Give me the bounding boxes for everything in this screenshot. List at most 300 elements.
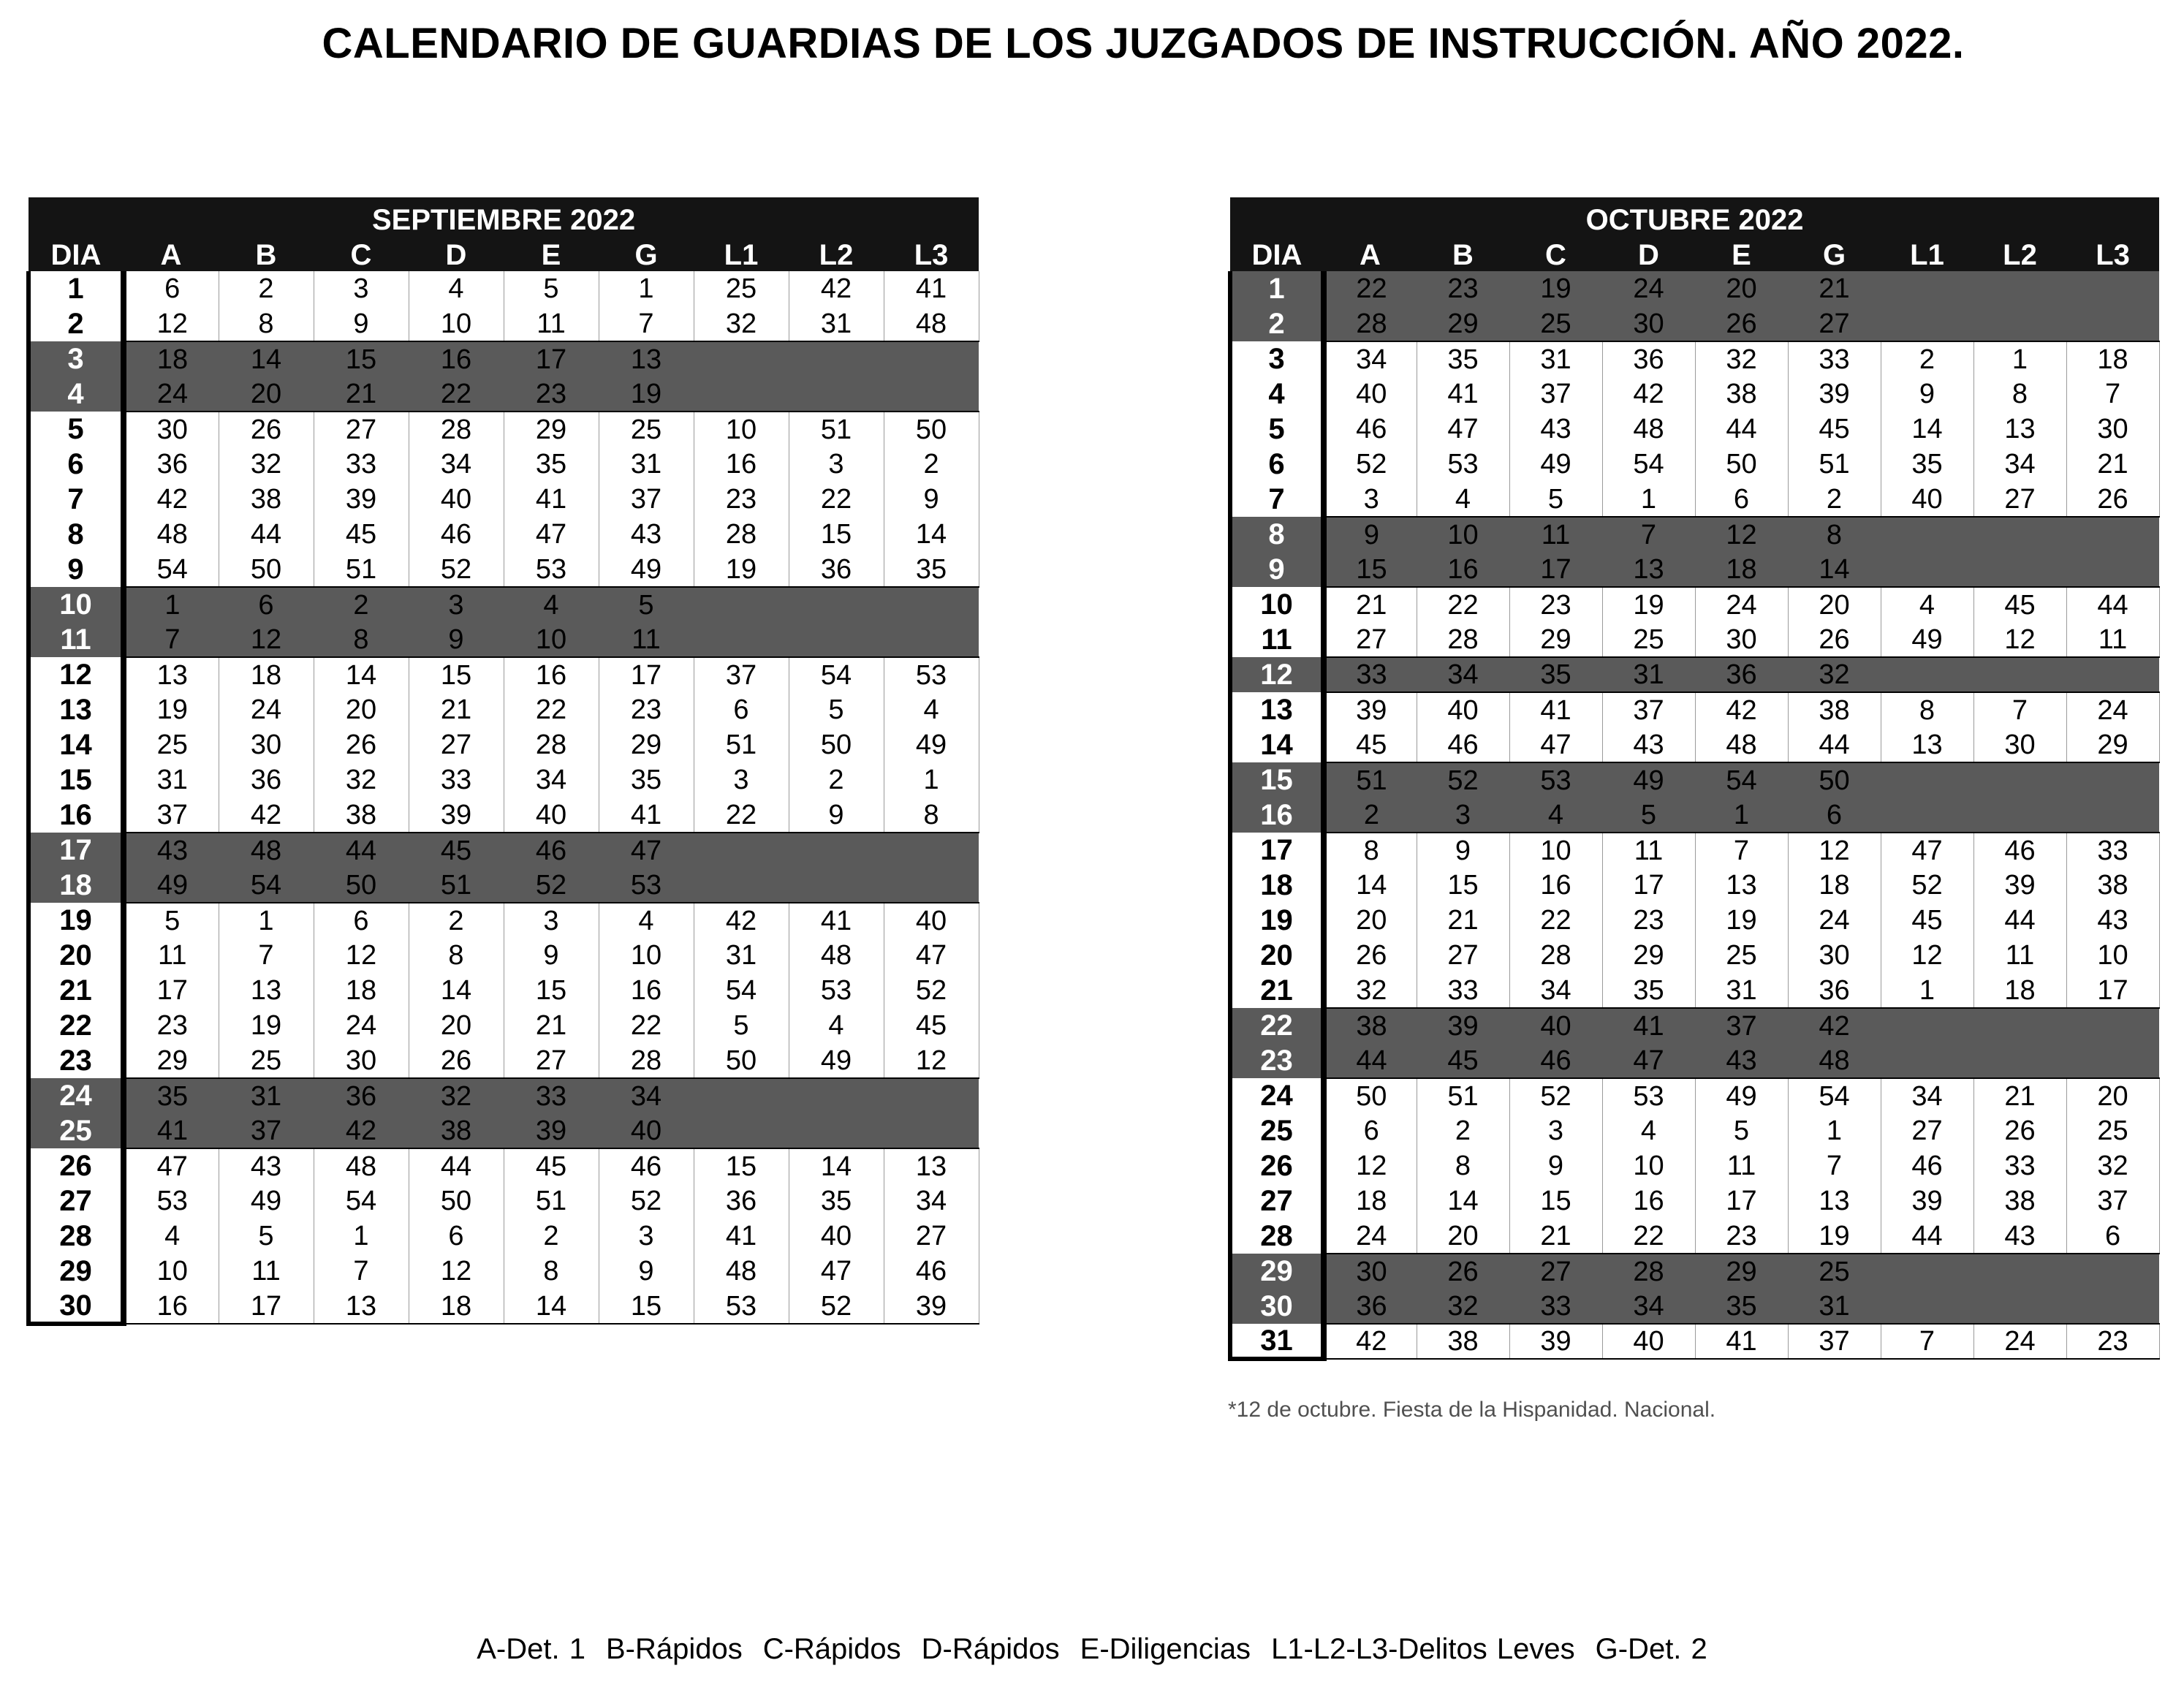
court-cell: 42 <box>694 903 789 938</box>
court-cell: 47 <box>1602 1043 1695 1078</box>
day-row <box>1230 1148 2159 1183</box>
court-cell <box>1881 552 1973 587</box>
court-cell: 43 <box>219 1148 314 1183</box>
court-cell: 13 <box>599 341 694 376</box>
day-number: 3 <box>1230 341 1324 376</box>
weekend-row <box>1230 1008 2159 1043</box>
court-cell: 1 <box>599 271 694 306</box>
court-cell: 15 <box>1324 552 1417 587</box>
court-cell <box>694 622 789 657</box>
court-cell: 46 <box>1509 1043 1602 1078</box>
court-cell <box>1881 1008 1973 1043</box>
court-cell <box>884 622 979 657</box>
court-cell: 16 <box>599 973 694 1008</box>
court-cell: 27 <box>884 1219 979 1254</box>
court-cell: 42 <box>314 1113 409 1148</box>
court-cell: 13 <box>1973 412 2066 447</box>
day-number: 22 <box>29 1008 124 1043</box>
court-cell: 21 <box>314 376 409 412</box>
court-cell: 33 <box>1788 341 1881 376</box>
court-cell: 47 <box>1881 833 1973 868</box>
day-row <box>1230 1324 2159 1359</box>
court-cell: 22 <box>599 1008 694 1043</box>
court-cell: 36 <box>1602 341 1695 376</box>
court-cell: 13 <box>314 1289 409 1324</box>
court-cell: 3 <box>599 1219 694 1254</box>
court-cell <box>884 587 979 622</box>
court-cell: 49 <box>1509 447 1602 482</box>
court-cell: 6 <box>694 692 789 727</box>
court-cell: 14 <box>1417 1183 1509 1219</box>
court-cell <box>1973 1254 2066 1289</box>
day-number: 28 <box>29 1219 124 1254</box>
court-cell: 44 <box>1973 903 2066 938</box>
court-cell: 28 <box>599 1043 694 1078</box>
weekend-row <box>1230 657 2159 692</box>
court-cell: 13 <box>884 1148 979 1183</box>
day-row <box>29 271 979 306</box>
court-cell: 28 <box>504 727 599 762</box>
day-row <box>29 1148 979 1183</box>
day-number: 9 <box>29 552 124 587</box>
court-cell: 54 <box>694 973 789 1008</box>
court-cell: 24 <box>1695 587 1788 622</box>
court-cell: 27 <box>1881 1113 1973 1148</box>
legend-item: E-Diligencias <box>1080 1633 1251 1665</box>
court-cell: 30 <box>124 412 219 447</box>
court-cell: 40 <box>1324 376 1417 412</box>
court-cell: 21 <box>2066 447 2159 482</box>
court-cell: 50 <box>1788 762 1881 797</box>
court-cell: 36 <box>219 762 314 797</box>
court-cell: 26 <box>2066 482 2159 517</box>
court-cell: 51 <box>694 727 789 762</box>
day-number: 16 <box>1230 797 1324 833</box>
court-cell: 52 <box>789 1289 884 1324</box>
court-cell: 7 <box>1695 833 1788 868</box>
day-row <box>29 482 979 517</box>
court-cell: 50 <box>219 552 314 587</box>
court-cell: 1 <box>884 762 979 797</box>
day-row <box>29 727 979 762</box>
court-cell: 52 <box>1417 762 1509 797</box>
court-cell: 1 <box>1973 341 2066 376</box>
court-cell: 35 <box>599 762 694 797</box>
day-row <box>29 517 979 552</box>
court-cell <box>694 868 789 903</box>
court-cell: 26 <box>219 412 314 447</box>
court-cell: 30 <box>1324 1254 1417 1289</box>
court-cell: 8 <box>1788 517 1881 552</box>
court-cell: 4 <box>1602 1113 1695 1148</box>
court-cell: 35 <box>1417 341 1509 376</box>
court-cell: 44 <box>409 1148 504 1183</box>
day-number: 15 <box>29 762 124 797</box>
day-number: 27 <box>1230 1183 1324 1219</box>
day-row <box>29 973 979 1008</box>
court-cell: 39 <box>1973 868 2066 903</box>
day-number: 23 <box>29 1043 124 1078</box>
court-cell: 30 <box>1695 622 1788 657</box>
court-cell: 53 <box>599 868 694 903</box>
court-cell: 42 <box>124 482 219 517</box>
court-cell: 37 <box>1509 376 1602 412</box>
court-cell: 43 <box>1973 1219 2066 1254</box>
court-cell: 8 <box>884 797 979 833</box>
weekend-row <box>29 376 979 412</box>
court-cell: 6 <box>2066 1219 2159 1254</box>
court-cell: 3 <box>1417 797 1509 833</box>
court-cell: 15 <box>504 973 599 1008</box>
court-cell: 25 <box>2066 1113 2159 1148</box>
court-cell: 30 <box>2066 412 2159 447</box>
column-header: A <box>1324 238 1417 271</box>
court-cell: 21 <box>1509 1219 1602 1254</box>
weekend-row <box>29 1113 979 1148</box>
court-cell: 18 <box>409 1289 504 1324</box>
court-cell: 48 <box>789 938 884 973</box>
court-cell: 10 <box>1509 833 1602 868</box>
court-cell: 22 <box>1602 1219 1695 1254</box>
court-cell: 13 <box>1602 552 1695 587</box>
court-cell: 48 <box>314 1148 409 1183</box>
court-cell: 7 <box>1788 1148 1881 1183</box>
column-header: B <box>219 238 314 271</box>
column-header: A <box>124 238 219 271</box>
weekend-row <box>1230 1289 2159 1324</box>
court-cell: 48 <box>1602 412 1695 447</box>
court-cell: 32 <box>1788 657 1881 692</box>
day-number: 7 <box>1230 482 1324 517</box>
court-cell: 43 <box>599 517 694 552</box>
court-cell: 33 <box>1973 1148 2066 1183</box>
weekend-row <box>29 833 979 868</box>
day-number: 30 <box>29 1289 124 1324</box>
court-cell: 20 <box>219 376 314 412</box>
court-cell: 13 <box>219 973 314 1008</box>
court-cell: 5 <box>1695 1113 1788 1148</box>
day-number: 13 <box>29 692 124 727</box>
court-cell: 21 <box>1324 587 1417 622</box>
court-cell: 18 <box>124 341 219 376</box>
court-cell: 35 <box>1602 973 1695 1008</box>
court-cell <box>694 341 789 376</box>
court-cell: 12 <box>1695 517 1788 552</box>
court-cell: 2 <box>1881 341 1973 376</box>
weekend-row <box>1230 271 2159 306</box>
court-cell: 3 <box>789 447 884 482</box>
court-cell: 18 <box>314 973 409 1008</box>
court-cell: 25 <box>1695 938 1788 973</box>
day-number: 1 <box>29 271 124 306</box>
court-cell: 42 <box>789 271 884 306</box>
month-title: OCTUBRE 2022 <box>1230 197 2159 238</box>
weekend-row <box>1230 552 2159 587</box>
court-cell: 34 <box>1417 657 1509 692</box>
court-cell: 26 <box>314 727 409 762</box>
day-row <box>1230 868 2159 903</box>
court-cell: 16 <box>124 1289 219 1324</box>
court-cell: 50 <box>789 727 884 762</box>
day-number: 18 <box>1230 868 1324 903</box>
court-cell: 54 <box>789 657 884 692</box>
court-cell: 45 <box>1973 587 2066 622</box>
court-cell: 9 <box>884 482 979 517</box>
court-cell: 17 <box>504 341 599 376</box>
court-cell: 46 <box>599 1148 694 1183</box>
court-cell <box>2066 1043 2159 1078</box>
court-cell: 43 <box>1695 1043 1788 1078</box>
court-cell: 47 <box>504 517 599 552</box>
weekend-row <box>29 1078 979 1113</box>
court-cell: 33 <box>409 762 504 797</box>
court-cell: 6 <box>1788 797 1881 833</box>
court-cell: 37 <box>694 657 789 692</box>
court-cell: 9 <box>1417 833 1509 868</box>
court-cell: 15 <box>314 341 409 376</box>
court-cell: 40 <box>1881 482 1973 517</box>
court-cell: 29 <box>1417 306 1509 341</box>
court-cell: 21 <box>409 692 504 727</box>
court-cell: 28 <box>694 517 789 552</box>
court-cell: 17 <box>124 973 219 1008</box>
court-cell: 7 <box>219 938 314 973</box>
court-cell: 15 <box>409 657 504 692</box>
court-cell: 3 <box>409 587 504 622</box>
court-cell: 39 <box>1788 376 1881 412</box>
court-cell: 42 <box>219 797 314 833</box>
court-cell <box>2066 762 2159 797</box>
court-cell <box>789 587 884 622</box>
court-cell: 27 <box>1788 306 1881 341</box>
court-cell: 30 <box>219 727 314 762</box>
court-cell: 51 <box>504 1183 599 1219</box>
court-cell <box>2066 517 2159 552</box>
court-cell <box>1973 306 2066 341</box>
court-cell: 31 <box>219 1078 314 1113</box>
column-header: D <box>409 238 504 271</box>
court-cell: 48 <box>124 517 219 552</box>
court-cell: 30 <box>1973 727 2066 762</box>
court-cell: 7 <box>1881 1324 1973 1359</box>
court-cell: 44 <box>1695 412 1788 447</box>
day-number: 17 <box>1230 833 1324 868</box>
court-cell: 51 <box>1324 762 1417 797</box>
court-cell: 53 <box>504 552 599 587</box>
court-cell: 3 <box>694 762 789 797</box>
court-cell: 17 <box>1695 1183 1788 1219</box>
court-cell <box>694 1113 789 1148</box>
court-cell: 21 <box>1973 1078 2066 1113</box>
court-cell: 8 <box>314 622 409 657</box>
court-cell: 17 <box>1509 552 1602 587</box>
court-cell <box>1973 552 2066 587</box>
court-cell: 51 <box>409 868 504 903</box>
court-cell: 4 <box>884 692 979 727</box>
court-cell: 24 <box>1602 271 1695 306</box>
court-cell: 19 <box>1788 1219 1881 1254</box>
court-cell: 12 <box>1973 622 2066 657</box>
court-cell: 43 <box>2066 903 2159 938</box>
day-row <box>29 552 979 587</box>
court-cell: 31 <box>599 447 694 482</box>
court-cell: 45 <box>504 1148 599 1183</box>
court-cell: 49 <box>884 727 979 762</box>
court-cell: 40 <box>1417 692 1509 727</box>
court-cell <box>2066 306 2159 341</box>
day-number: 21 <box>29 973 124 1008</box>
court-cell: 40 <box>504 797 599 833</box>
day-number: 19 <box>29 903 124 938</box>
court-cell: 54 <box>1602 447 1695 482</box>
court-cell: 46 <box>1973 833 2066 868</box>
court-cell <box>789 833 884 868</box>
court-cell: 18 <box>219 657 314 692</box>
court-cell: 44 <box>1324 1043 1417 1078</box>
court-cell: 43 <box>1509 412 1602 447</box>
court-cell: 43 <box>124 833 219 868</box>
court-cell: 33 <box>1324 657 1417 692</box>
legend-item: G-Det. 2 <box>1595 1633 1707 1665</box>
court-cell: 35 <box>1509 657 1602 692</box>
court-cell: 41 <box>1602 1008 1695 1043</box>
court-cell <box>1881 1254 1973 1289</box>
court-cell: 12 <box>124 306 219 341</box>
court-cell: 5 <box>1509 482 1602 517</box>
court-cell: 53 <box>884 657 979 692</box>
court-cell: 25 <box>1509 306 1602 341</box>
court-cell: 14 <box>884 517 979 552</box>
court-cell: 6 <box>219 587 314 622</box>
day-number: 21 <box>1230 973 1324 1008</box>
court-cell: 18 <box>1973 973 2066 1008</box>
court-cell: 11 <box>1602 833 1695 868</box>
court-cell: 46 <box>504 833 599 868</box>
court-cell: 31 <box>1509 341 1602 376</box>
court-cell: 52 <box>599 1183 694 1219</box>
legend-item: B-Rápidos <box>605 1633 743 1665</box>
day-row <box>1230 1219 2159 1254</box>
court-cell: 23 <box>124 1008 219 1043</box>
court-cell: 35 <box>884 552 979 587</box>
day-number: 11 <box>29 622 124 657</box>
day-number: 4 <box>1230 376 1324 412</box>
court-cell: 49 <box>1695 1078 1788 1113</box>
day-number: 1 <box>1230 271 1324 306</box>
court-cell: 3 <box>314 271 409 306</box>
court-cell: 32 <box>219 447 314 482</box>
court-cell: 42 <box>1324 1324 1417 1359</box>
court-cell: 19 <box>124 692 219 727</box>
court-cell: 37 <box>1602 692 1695 727</box>
court-cell: 54 <box>1788 1078 1881 1113</box>
day-row <box>1230 973 2159 1008</box>
court-cell: 54 <box>314 1183 409 1219</box>
court-cell: 53 <box>124 1183 219 1219</box>
court-cell: 34 <box>599 1078 694 1113</box>
court-cell <box>1973 1008 2066 1043</box>
column-header: DIA <box>1230 238 1324 271</box>
day-number: 18 <box>29 868 124 903</box>
court-cell: 4 <box>1417 482 1509 517</box>
court-cell: 12 <box>884 1043 979 1078</box>
day-number: 7 <box>29 482 124 517</box>
day-number: 14 <box>1230 727 1324 762</box>
court-cell: 30 <box>1788 938 1881 973</box>
court-cell: 51 <box>789 412 884 447</box>
court-cell: 33 <box>1509 1289 1602 1324</box>
court-cell: 19 <box>1695 903 1788 938</box>
court-cell: 6 <box>409 1219 504 1254</box>
court-cell: 36 <box>1324 1289 1417 1324</box>
court-cell: 14 <box>504 1289 599 1324</box>
day-number: 12 <box>1230 657 1324 692</box>
court-cell: 27 <box>409 727 504 762</box>
day-row <box>1230 938 2159 973</box>
court-cell: 36 <box>1695 657 1788 692</box>
court-cell: 47 <box>1417 412 1509 447</box>
month-title: SEPTIEMBRE 2022 <box>29 197 979 238</box>
court-cell: 29 <box>2066 727 2159 762</box>
weekend-row <box>1230 517 2159 552</box>
court-cell <box>1881 657 1973 692</box>
court-cell: 16 <box>694 447 789 482</box>
day-row <box>1230 833 2159 868</box>
court-cell: 20 <box>1695 271 1788 306</box>
weekend-row <box>29 868 979 903</box>
court-cell: 44 <box>219 517 314 552</box>
court-cell <box>884 376 979 412</box>
legend-item: L1-L2-L3-Delitos Leves <box>1271 1633 1575 1665</box>
court-cell: 5 <box>219 1219 314 1254</box>
court-cell: 51 <box>1788 447 1881 482</box>
court-cell: 37 <box>599 482 694 517</box>
court-cell: 24 <box>314 1008 409 1043</box>
court-cell: 23 <box>694 482 789 517</box>
court-cell: 49 <box>219 1183 314 1219</box>
court-cell: 16 <box>1417 552 1509 587</box>
court-cell: 2 <box>789 762 884 797</box>
court-cell: 46 <box>884 1254 979 1289</box>
court-cell: 11 <box>1973 938 2066 973</box>
day-row <box>1230 1113 2159 1148</box>
court-cell: 6 <box>314 903 409 938</box>
day-row <box>1230 903 2159 938</box>
calendar-september <box>26 197 979 1326</box>
court-cell: 34 <box>1881 1078 1973 1113</box>
weekend-row <box>1230 762 2159 797</box>
court-cell: 8 <box>504 1254 599 1289</box>
court-cell: 7 <box>2066 376 2159 412</box>
court-cell: 49 <box>1881 622 1973 657</box>
court-cell: 6 <box>1695 482 1788 517</box>
column-header: L1 <box>694 238 789 271</box>
day-row <box>29 1183 979 1219</box>
court-cell: 12 <box>314 938 409 973</box>
court-cell: 12 <box>1324 1148 1417 1183</box>
weekend-row <box>29 587 979 622</box>
day-row <box>29 306 979 341</box>
court-cell: 49 <box>599 552 694 587</box>
court-cell: 54 <box>1695 762 1788 797</box>
court-cell <box>789 1113 884 1148</box>
court-cell: 48 <box>219 833 314 868</box>
court-cell: 41 <box>124 1113 219 1148</box>
court-cell: 10 <box>409 306 504 341</box>
legend-item: C-Rápidos <box>762 1633 901 1665</box>
day-number: 27 <box>29 1183 124 1219</box>
court-cell <box>1881 517 1973 552</box>
